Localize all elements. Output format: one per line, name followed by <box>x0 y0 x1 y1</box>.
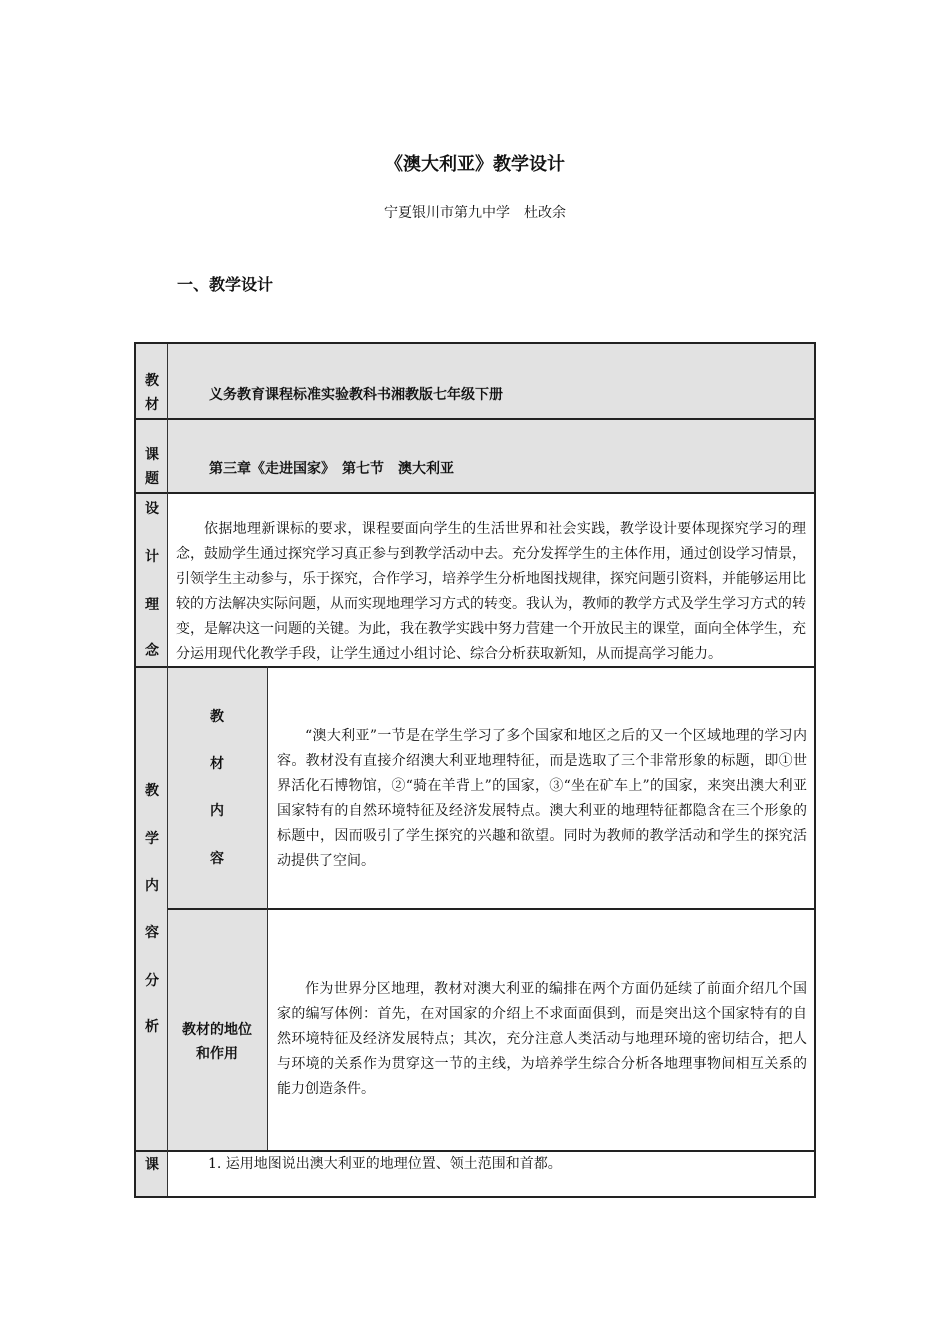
position-label <box>167 1018 267 1066</box>
row-divider <box>136 418 814 420</box>
row-divider <box>136 492 814 494</box>
textbook-content-text: “澳大利亚”一节是在学生学习了多个国家和地区之后的又一个区域地理的学习内容。教材没有直接介绍澳大利亚地理特征，而是选取了三个非常形象的标题，即①世界活化石博物馆，②“骑在羊背上”的国家，③“坐在矿车上”的国家，来突出澳大利亚国家特有的自然环境特征及经济发展特点。澳大利亚的地理特征都隐含在三个形象的标题中，因而吸引了学生探究的兴趣和欲望。同时为教师的教学活动和学生的探究活动提供了空间。 <box>277 728 807 869</box>
row-divider <box>167 908 814 910</box>
position-label-line2: 和作用 <box>196 1046 238 1062</box>
topic-label-char: 题 <box>145 471 159 487</box>
position-label-line1: 教材的地位 <box>182 1022 252 1038</box>
textbook-row-bg <box>136 344 814 418</box>
author-line: 宁夏银川市第九中学 杜改余 <box>384 205 566 221</box>
design-concept-text: 依据地理新课标的要求，课程要面向学生的生活世界和社会实践，教学设计要体现探究学习的理念，鼓励学生通过探究学习真正参与到教学活动中去。充分发挥学生的主体作用，通过创设学习情景，引领学生主动参与，乐于探究，合作学习，培养学生分析地图找规律，探究问题引资料，并能够运用比较的方法解决实际问题，从而实现地理学习方式的转变。我认为，教师的教学方式及学生学习方式的转变，是解决这一问题的关键。为此，我在教学实践中努力营建一个开放民主的课堂，面向全体学生，充分运用现代化教学手段，让学生通过小组讨论、综合分析获取新知，从而提高学习能力。 <box>176 521 806 662</box>
objective-item-1: 1. 运用地图说出澳大利亚的地理位置、领土范围和首都。 <box>208 1156 562 1172</box>
content-label-char: 容 <box>210 851 224 867</box>
concept-label-char: 念 <box>145 643 159 659</box>
content-label-char: 材 <box>210 756 224 772</box>
content-label-char: 内 <box>210 803 224 819</box>
analysis-label-char: 教 <box>145 783 159 799</box>
analysis-label-char: 内 <box>145 878 159 894</box>
topic-value: 第三章《走进国家》 第七节 澳大利亚 <box>209 461 454 477</box>
objectives-label-char: 课 <box>145 1157 159 1173</box>
content-label-char: 教 <box>210 709 224 725</box>
topic-label-char: 课 <box>145 447 159 463</box>
textbook-label-char: 教 <box>145 373 159 389</box>
section-heading: 一、教学设计 <box>177 275 274 294</box>
concept-label-char: 设 <box>145 501 159 517</box>
analysis-label-char: 学 <box>145 831 159 847</box>
textbook-value: 义务教育课程标准实验教科书湘教版七年级下册 <box>209 387 503 403</box>
lesson-design-table <box>134 342 816 1198</box>
concept-label-char: 理 <box>145 597 159 613</box>
textbook-label-char: 材 <box>145 397 159 413</box>
column-divider <box>167 344 168 1196</box>
document-title: 《澳大利亚》教学设计 <box>385 154 565 175</box>
row-divider <box>136 1150 814 1152</box>
concept-label-bg <box>136 494 167 666</box>
position-role-text: 作为世界分区地理，教材对澳大利亚的编排在两个方面仍延续了前面介绍几个国家的编写体例：首先，在对国家的介绍上不求面面俱到，而是突出这个国家特有的自然环境特征及经济发展特点；其次，充分注意人类活动与地理环境的密切结合，把人与环境的关系作为贯穿这一节的主线，为培养学生综合分析各地理事物间相互关系的能力创造条件。 <box>277 981 807 1097</box>
column-divider <box>267 666 268 1150</box>
analysis-label-char: 析 <box>145 1019 159 1035</box>
analysis-label-char: 容 <box>145 925 159 941</box>
topic-row-bg <box>136 420 814 492</box>
concept-label-char: 计 <box>145 549 159 565</box>
analysis-label-char: 分 <box>145 973 159 989</box>
